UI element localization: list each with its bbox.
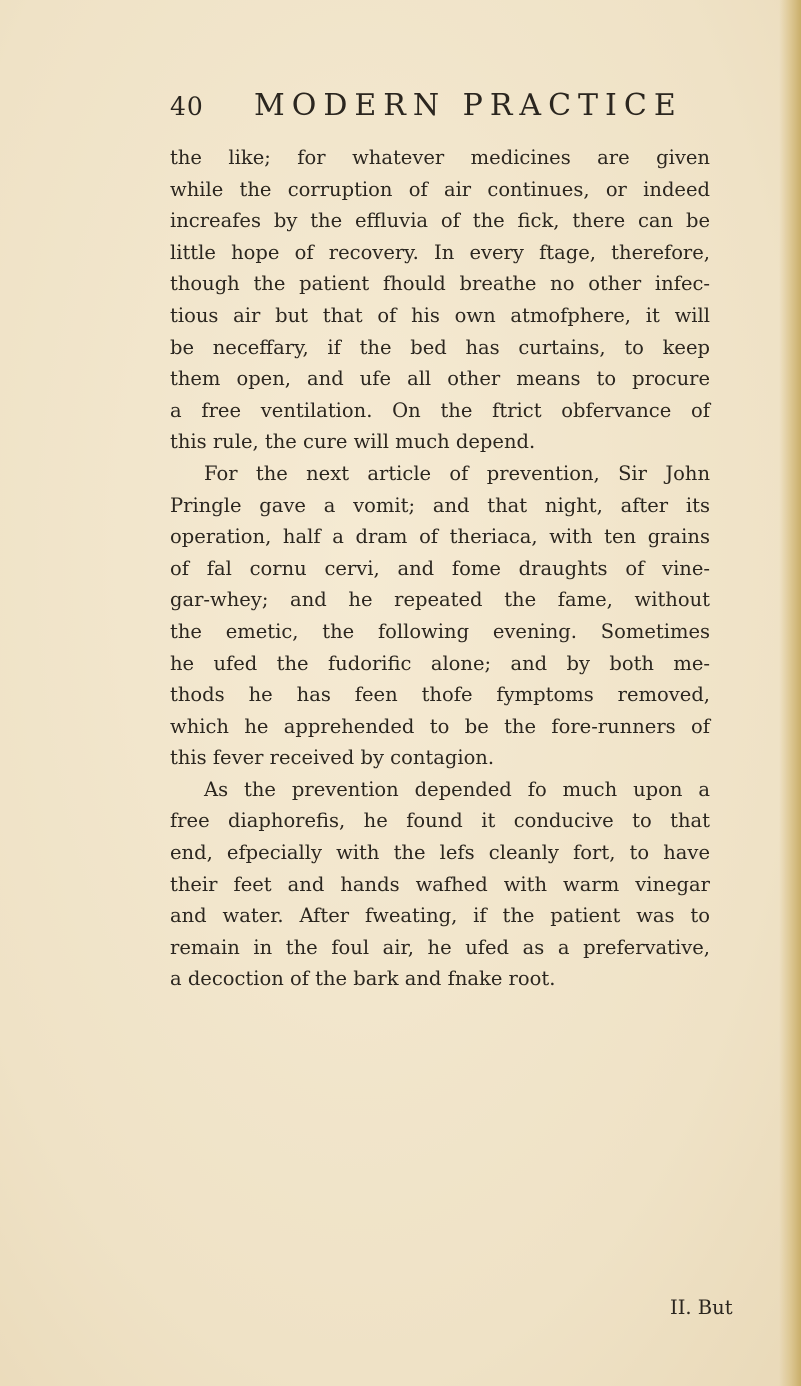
text-line: thods he has feen thofe fymptoms removed,: [170, 683, 710, 707]
page-header: [170, 88, 690, 128]
text-line: free diaphorefis, he found it conducive to that: [170, 809, 710, 833]
text-line: which he apprehended to be the fore-runners of: [170, 714, 710, 738]
text-line: increafes by the effluvia of the fick, there can be: [170, 209, 710, 233]
text-line: he ufed the fudorific alone; and by both me-: [170, 651, 710, 675]
text-line: and water. After fweating, if the patient was to: [170, 904, 710, 928]
text-line: be neceffary, if the bed has curtains, to keep: [170, 335, 710, 359]
text-line: Pringle gave a vomit; and that night, after its: [170, 493, 710, 517]
page-edge: [779, 0, 801, 1386]
text-line: a decoction of the bark and fnake root.: [170, 967, 556, 991]
text-line: though the patient fhould breathe no other infec-: [170, 272, 710, 296]
text-line: while the corruption of air continues, or indeed: [170, 177, 710, 201]
page-number: 40: [170, 92, 204, 121]
text-line: a free ventilation. On the ftrict obfervance of: [170, 398, 710, 422]
text-line: this rule, the cure will much depend.: [170, 430, 536, 454]
body-text: [170, 142, 710, 995]
text-line: As the prevention depended fo much upon a: [204, 777, 710, 801]
text-line: operation, half a dram of theriaca, with ten grains: [170, 525, 710, 549]
text-line: them open, and ufe all other means to procure: [170, 367, 710, 391]
text-line: the emetic, the following evening. Sometimes: [170, 619, 710, 643]
text-line: end, efpecially with the lefs cleanly fort, to have: [170, 841, 710, 865]
text-line: remain in the foul air, he ufed as a prefervative,: [170, 935, 710, 959]
text-line: of fal cornu cervi, and fome draughts of vine-: [170, 556, 710, 580]
text-line: For the next article of prevention, Sir John: [204, 461, 710, 485]
catchword: II. But: [670, 1296, 733, 1319]
running-head: MODERN PRACTICE: [254, 88, 683, 123]
text-line: their feet and hands wafhed with warm vinegar: [170, 872, 710, 896]
text-line: little hope of recovery. In every ftage, therefore,: [170, 240, 710, 264]
text-line: this fever received by contagion.: [170, 746, 495, 770]
text-line: gar-whey; and he repeated the fame, without: [170, 588, 710, 612]
text-line: tious air but that of his own atmofphere, it will: [170, 303, 710, 327]
text-line: the like; for whatever medicines are given: [170, 146, 710, 169]
